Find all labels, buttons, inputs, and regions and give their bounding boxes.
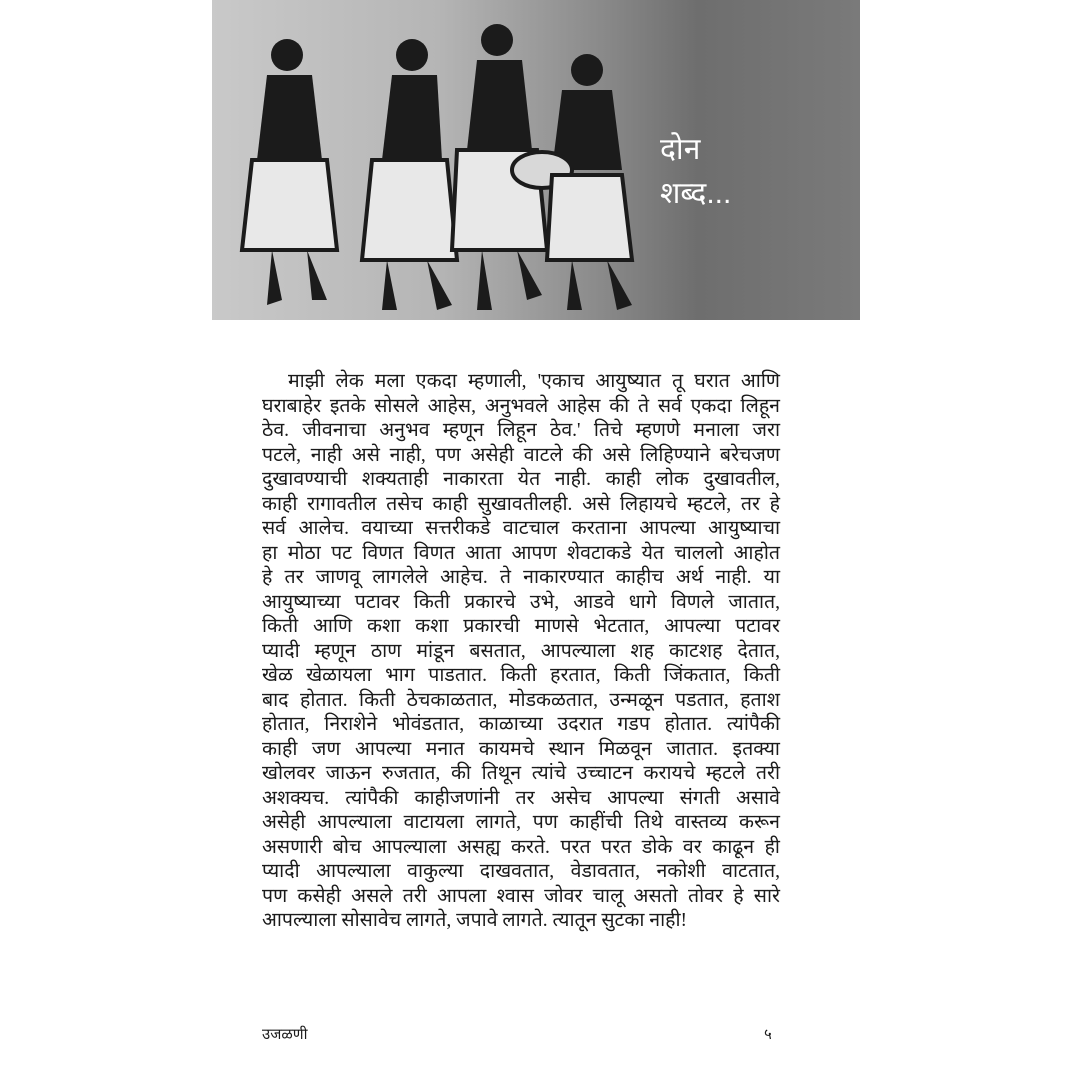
text-line: दुखावण्याची शक्यताही नाकारता येत नाही. काही लोक दुखावतील, — [262, 469, 780, 490]
text-line: प्यादी आपल्याला वाकुल्या दाखवतात, वेडावतात, नकोशी वाटतात, — [262, 861, 780, 882]
text-line: बाद होतात. किती ठेचकाळतात, मोडकळतात, उन्मळून पडतात, हताश — [262, 689, 780, 711]
text-line: माझी लेक मला एकदा म्हणाली, 'एकाच आयुष्यात तू घरात आणि — [288, 371, 780, 392]
page-number: ५ — [764, 1027, 772, 1043]
text-line: खोलवर जाऊन रुजतात, की तिथून त्यांचे उच्चाटन करायचे म्हटले तरी — [262, 763, 780, 784]
text-line: किती आणि कशा कशा प्रकारची माणसे भेटतात, आपल्या पटावर — [262, 616, 780, 637]
text-line: हे तर जाणवू लागलेले आहेच. ते नाकारण्यात काहीच अर्थ नाही. या — [262, 567, 780, 588]
text-line: प्यादी म्हणून ठाण मांडून बसतात, आपल्याला शह काटशह देतात, — [262, 640, 780, 662]
text-line: ठेव. जीवनाचा अनुभव म्हणून लिहून ठेव.' तिचे म्हणणे मनाला जरा — [262, 420, 780, 441]
chapter-title-line-2: शब्द... — [660, 177, 732, 210]
text-line: असणारी बोच आपल्याला असह्य करते. परत परत डोके वर काढून ही — [262, 836, 780, 858]
text-line: सर्व आलेच. वयाच्या सत्तरीकडे वाटचाल करताना आपल्या आयुष्याचा — [262, 518, 780, 539]
chapter-title-line-1: दोन — [660, 133, 701, 166]
text-line: अशक्यच. त्यांपैकी काहीजणांनी तर असेच आपल्या संगती असावे — [262, 787, 780, 809]
text-line: आयुष्याच्या पटावर किती प्रकारचे उभे, आडवे धागे विणले जातात, — [262, 591, 780, 613]
text-line: हा मोठा पट विणत विणत आता आपण शेवटाकडे येत चाललो आहोत — [262, 542, 780, 564]
chapter-title — [660, 128, 731, 216]
text-line: पण कसेही असले तरी आपला श्वास जोवर चालू असतो तोवर हे सारे — [262, 885, 780, 907]
text-line: पटले, नाही असे नाही, पण असेही वाटले की असे लिहिण्याने बरेचजण — [262, 444, 780, 466]
dancers-artwork — [212, 0, 860, 320]
text-line: काही जण आपल्या मनात कायमचे स्थान मिळवून जातात. इतक्या — [262, 738, 780, 760]
text-line: घराबाहेर इतके सोसले आहेस, अनुभवले आहेस की ते सर्व एकदा लिहून — [262, 395, 780, 417]
footer-book-title: उजळणी — [262, 1027, 308, 1043]
text-line: होतात, निराशेने भोवंडतात, काळाच्या उदरात गडप होतात. त्यांपैकी — [262, 714, 780, 735]
text-line: आपल्याला सोसावेच लागते, जपावे लागते. त्यातून सुटका नाही! — [262, 910, 688, 931]
body-paragraph — [262, 370, 780, 934]
text-line: काही रागावतील तसेच काही सुखावतीलही. असे लिहायचे म्हटले, तर हे — [262, 493, 780, 515]
text-line: असेही आपल्याला वाटायला लागते, पण काहींची तिथे वास्तव्य करून — [262, 812, 780, 833]
dancers-illustration — [212, 0, 860, 320]
text-line: खेळ खेळायला भाग पाडतात. किती हरतात, किती जिंकतात, किती — [262, 665, 780, 686]
